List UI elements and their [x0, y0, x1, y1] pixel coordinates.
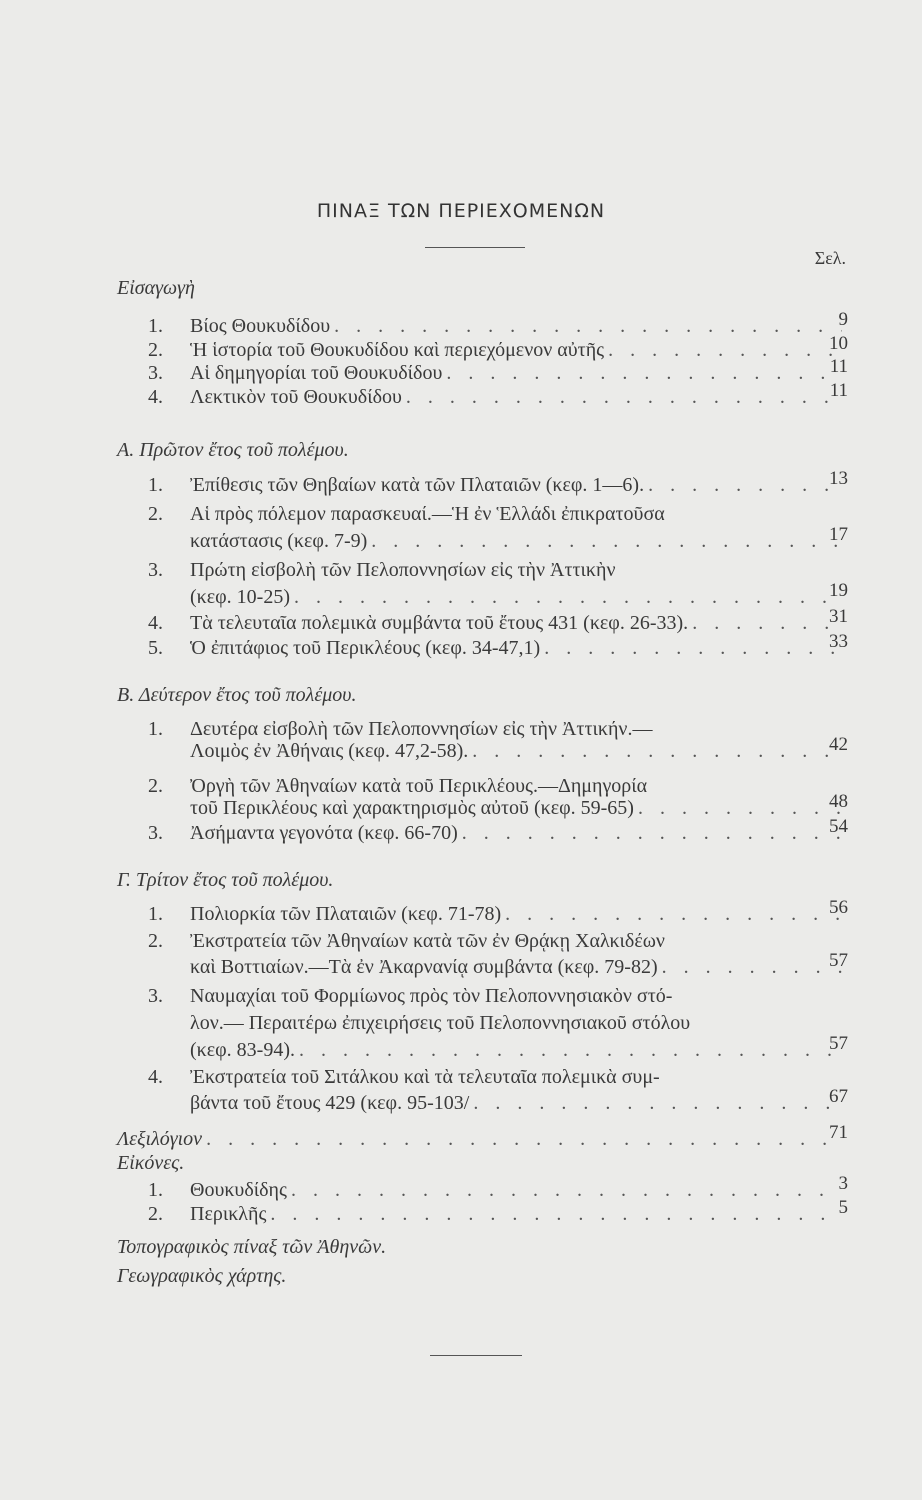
- entry-title: Πρώτη εἰσβολὴ τῶν Πελοποννησίων εἰς τὴν Ἀττικὴν: [190, 559, 616, 581]
- toc-entry-line: [148, 558, 848, 582]
- dot-leader: [299, 1038, 842, 1062]
- entry-number: 4.: [148, 1066, 163, 1088]
- page-number: 11: [829, 380, 848, 401]
- entry-title: βάντα τοῦ ἔτους 429 (κεφ. 95-103/: [190, 1092, 470, 1114]
- section-heading: [117, 1235, 848, 1259]
- page-number: 3: [838, 1173, 848, 1194]
- section-heading: [117, 1122, 848, 1151]
- dot-leader: [505, 902, 842, 926]
- toc-entry-line: [148, 1065, 848, 1089]
- toc-entry-line: [148, 468, 848, 497]
- toc-entry-line: [148, 333, 848, 362]
- page-number: 9: [838, 309, 848, 330]
- page-number: 48: [829, 791, 848, 812]
- entry-title: Δευτέρα εἰσβολὴ τῶν Πελοποννησίων εἰς τὴν Ἀττικήν.—: [190, 718, 653, 740]
- page-number: 54: [829, 816, 848, 837]
- toc-entry-line: [148, 502, 848, 526]
- entry-title: Θουκυδίδης: [190, 1179, 287, 1201]
- toc-entry-line: [148, 380, 848, 409]
- toc-entry-line: [190, 524, 848, 553]
- page-column-label: Σελ.: [814, 248, 846, 268]
- entry-title: Αἱ πρὸς πόλεμον παρασκευαί.—Ἡ ἐν Ἑλλάδι ἐπικρατοῦσα: [190, 503, 665, 525]
- page-number: 13: [829, 468, 848, 489]
- entry-title: (κεφ. 83-94).: [190, 1039, 295, 1061]
- toc-entry-line: [148, 929, 848, 953]
- dot-leader: [334, 314, 842, 338]
- section-heading-text: Γεωγραφικὸς χάρτης.: [117, 1265, 287, 1287]
- entry-number: 2.: [148, 930, 163, 952]
- dot-leader: [294, 585, 842, 609]
- entry-number: 3.: [148, 362, 163, 384]
- dot-leader: [206, 1127, 842, 1151]
- entry-title: Τὰ τελευταῖα πολεμικὰ συμβάντα τοῦ ἔτους 431 (κεφ. 26-33).: [190, 612, 689, 634]
- entry-title: Λοιμὸς ἐν Ἀθήναις (κεφ. 47,2-58).: [190, 740, 469, 762]
- dot-leader: [608, 338, 842, 362]
- dot-leader: [446, 361, 842, 385]
- dot-leader: [472, 739, 842, 763]
- page-number: 10: [829, 333, 848, 354]
- toc-entry-line: [148, 1173, 848, 1202]
- entry-number: 3.: [148, 822, 163, 844]
- entry-title: κατάστασις (κεφ. 7-9): [190, 530, 368, 552]
- dot-leader: [291, 1178, 842, 1202]
- toc-entry-line: [148, 897, 848, 926]
- section-heading-text: Εἰσαγωγὴ: [117, 277, 195, 299]
- entry-number: 3.: [148, 559, 163, 581]
- toc-entry-line: [190, 791, 848, 820]
- section-heading: [117, 276, 848, 300]
- toc-entry-line: [148, 631, 848, 660]
- toc-entry-line: [148, 774, 848, 798]
- page-number: 71: [829, 1122, 848, 1143]
- entry-title: Ἐκστρατεία τῶν Ἀθηναίων κατὰ τῶν ἐν Θρᾴκῃ Χαλκιδέων: [190, 930, 665, 952]
- entry-number: 2.: [148, 339, 163, 361]
- entry-title: λον.— Περαιτέρω ἐπιχειρήσεις τοῦ Πελοποννησιακοῦ στόλου: [190, 1012, 691, 1034]
- entry-title: Ἐκστρατεία τοῦ Σιτάλκου καὶ τὰ τελευταῖα πολεμικὰ συμ-: [190, 1066, 660, 1088]
- page-number: 11: [829, 356, 848, 377]
- entry-title: Βίος Θουκυδίδου: [190, 315, 331, 337]
- section-heading-text: Τοπογραφικὸς πίναξ τῶν Ἀθηνῶν.: [117, 1236, 387, 1258]
- page-number: 19: [829, 580, 848, 601]
- toc-entry-line: [190, 1086, 848, 1115]
- toc-entry-line: [190, 950, 848, 979]
- page-number: 17: [829, 524, 848, 545]
- toc-entry-line: [148, 1197, 848, 1226]
- dot-leader: [406, 385, 842, 409]
- toc-entry-line: [148, 356, 848, 385]
- end-divider: [430, 1355, 522, 1356]
- section-heading-text: Γ. Τρίτον ἔτος τοῦ πολέμου.: [117, 869, 334, 891]
- page-number: 57: [829, 1033, 848, 1054]
- toc-entry-line: [148, 984, 848, 1008]
- dot-leader: [473, 1091, 842, 1115]
- entry-title: Περικλῆς: [190, 1203, 267, 1225]
- entry-title: Ναυμαχίαι τοῦ Φορμίωνος πρὸς τὸν Πελοποννησιακὸν στό-: [190, 985, 673, 1007]
- section-heading: [117, 683, 848, 707]
- section-heading: [117, 1151, 848, 1175]
- section-heading: [117, 868, 848, 892]
- page-number: 31: [829, 606, 848, 627]
- section-heading-text: Α. Πρῶτον ἔτος τοῦ πολέμου.: [117, 439, 349, 461]
- entry-title: Ἡ ἱστορία τοῦ Θουκυδίδου καὶ περιεχόμενον αὐτῆς: [190, 339, 605, 361]
- entry-number: 4.: [148, 612, 163, 634]
- toc-entry-line: [190, 580, 848, 609]
- entry-title: Ὁ ἐπιτάφιος τοῦ Περικλέους (κεφ. 34-47,1): [190, 637, 541, 659]
- title-divider: [425, 247, 525, 248]
- page-title: ΠΙΝΑΞ ΤΩΝ ΠΕΡΙΕΧΟΜΕΝΩΝ: [316, 200, 606, 222]
- section-heading-text: Εἰκόνες.: [117, 1152, 185, 1174]
- toc-entry-line: [190, 1011, 848, 1035]
- entry-title: (κεφ. 10-25): [190, 586, 290, 608]
- entry-number: 1.: [148, 474, 163, 496]
- dot-leader: [692, 611, 842, 635]
- entry-number: 1.: [148, 315, 163, 337]
- toc-entry-line: [190, 1033, 848, 1062]
- dot-leader: [371, 529, 842, 553]
- page-number: 56: [829, 897, 848, 918]
- page-number: 33: [829, 631, 848, 652]
- dot-leader: [662, 955, 842, 979]
- entry-title: Πολιορκία τῶν Πλαταιῶν (κεφ. 71-78): [190, 903, 502, 925]
- entry-number: 5.: [148, 637, 163, 659]
- entry-number: 1.: [148, 1179, 163, 1201]
- toc-entry-line: [148, 816, 848, 845]
- page-number: 5: [838, 1197, 848, 1218]
- entry-number: 4.: [148, 386, 163, 408]
- entry-title: τοῦ Περικλέους καὶ χαρακτηρισμὸς αὐτοῦ (κεφ. 59-65): [190, 797, 634, 819]
- section-heading-text: Β. Δεύτερον ἔτος τοῦ πολέμου.: [117, 684, 357, 706]
- page-number: 42: [829, 734, 848, 755]
- entry-number: 2.: [148, 775, 163, 797]
- entry-number: 3.: [148, 985, 163, 1007]
- page-number: 67: [829, 1086, 848, 1107]
- toc-entry-line: [148, 717, 848, 741]
- toc-entry-line: [148, 606, 848, 635]
- entry-title: Ἐπίθεσις τῶν Θηβαίων κατὰ τῶν Πλαταιῶν (κεφ. 1—6).: [190, 474, 645, 496]
- entry-title: καὶ Βοττιαίων.—Τὰ ἐν Ἀκαρνανίᾳ συμβάντα (κεφ. 79-82): [190, 956, 658, 978]
- entry-number: 1.: [148, 718, 163, 740]
- section-heading: [117, 1264, 848, 1288]
- entry-title: Λεκτικὸν τοῦ Θουκυδίδου: [190, 386, 402, 408]
- dot-leader: [648, 473, 842, 497]
- entry-number: 2.: [148, 503, 163, 525]
- toc-entry-line: [190, 734, 848, 763]
- entry-title: Ἀσήμαντα γεγονότα (κεφ. 66-70): [190, 822, 458, 844]
- dot-leader: [462, 821, 842, 845]
- entry-number: 1.: [148, 903, 163, 925]
- section-heading: [117, 438, 848, 462]
- page-number: 57: [829, 950, 848, 971]
- dot-leader: [544, 636, 842, 660]
- entry-number: 2.: [148, 1203, 163, 1225]
- dot-leader: [270, 1202, 842, 1226]
- entry-title: Ὀργὴ τῶν Ἀθηναίων κατὰ τοῦ Περικλέους.—Δημηγορία: [190, 775, 648, 797]
- section-heading-text: Λεξιλόγιον: [117, 1128, 203, 1150]
- entry-title: Αἱ δημηγορίαι τοῦ Θουκυδίδου: [190, 362, 443, 384]
- toc-entry-line: [148, 309, 848, 338]
- dot-leader: [638, 796, 842, 820]
